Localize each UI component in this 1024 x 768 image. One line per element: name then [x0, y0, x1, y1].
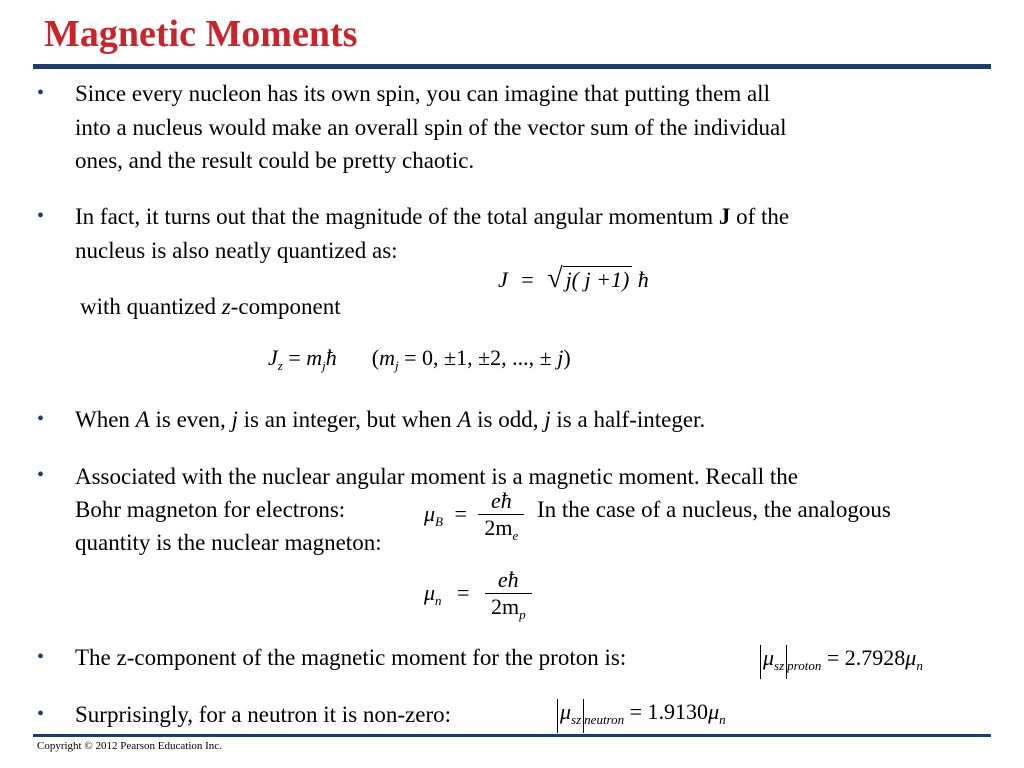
neutron-moment-equation: $\mu_{sz}$ $_{neutron} = 1.9130\mu_n$: [557, 699, 726, 733]
bullet-3-text: When A is even, j is an integer, but when A is odd, j is a half-integer.: [75, 407, 706, 432]
bullet-4-line-1: Associated with the nuclear angular moment is a magnetic moment. Recall the: [75, 464, 798, 489]
bullet-6-text: Surprisingly, for a neutron it is non-zero:: [75, 702, 452, 727]
bullet-1-line-2: into a nucleus would make an overall spin of the vector sum of the individual: [75, 114, 787, 140]
bullet-2-line-2: nucleus is also neatly quantized as:: [75, 237, 398, 263]
nuclear-magneton-equation: $\mu_n$ = $\frac{eħ}{2m_p}$: [424, 567, 532, 623]
with-quantized-text: with quantized z-component: [80, 294, 341, 319]
bullet-1-line-1: Since every nucleon has its own spin, you can imagine that putting them all: [75, 81, 770, 106]
bullet-1-line-3: ones, and the result could be pretty chaotic.: [75, 148, 475, 173]
bullet-2-dot: •: [37, 205, 45, 227]
angular-momentum-equation: J = √ j( j +1) ħ: [498, 263, 649, 294]
bullet-3-dot: •: [37, 408, 45, 430]
bullet-5-text: The z-component of the magnetic moment for the proton is:: [75, 645, 627, 670]
bohr-magneton-equation: $\mu_B$ = $\frac{eħ}{2m_e}$: [424, 488, 524, 544]
bullet-2-text: [75, 200, 789, 267]
jz-equation: $J_z$ = $m_jħ$ ($m_j = 0$, ±1, ±2, ..., ± j): [268, 345, 571, 373]
proton-moment-equation: $\mu_{sz}$ $_{proton} = 2.7928\mu_n$: [760, 645, 923, 679]
bullet-4-line-2-post: In the case of a nucleus, the analogous: [537, 497, 891, 522]
bullet-4-line-3: quantity is the nuclear magneton:: [75, 530, 382, 555]
bullet-1-dot: •: [37, 82, 45, 104]
copyright-footer: Copyright © 2012 Pearson Education Inc.: [37, 740, 222, 752]
bullet-2-line-1: In fact, it turns out that the magnitude of the total angular momentum J of the: [75, 204, 790, 229]
slide-title: Magnetic Moments: [44, 13, 358, 55]
title-rule: [33, 64, 991, 69]
bullet-1-text: [75, 77, 787, 178]
J-symbol: J: [718, 204, 731, 229]
bullet-4-dot: •: [37, 464, 45, 486]
bullet-5-dot: •: [37, 646, 45, 668]
footer-rule: [33, 734, 991, 737]
bullet-6-dot: •: [37, 703, 45, 725]
bullet-4-line-2-pre: Bohr magneton for electrons:: [75, 497, 346, 522]
